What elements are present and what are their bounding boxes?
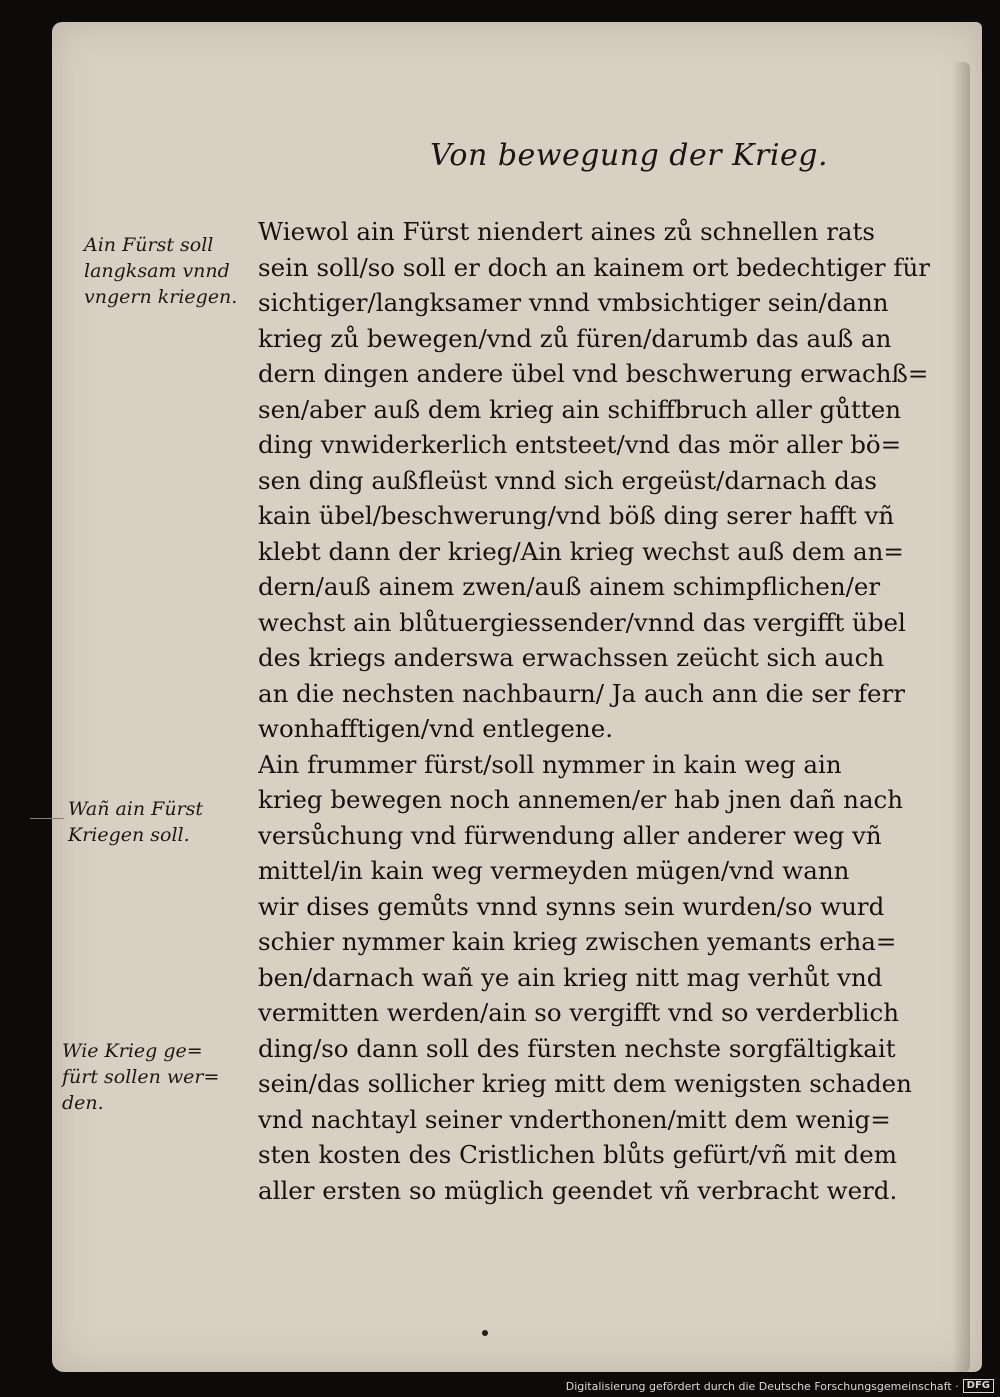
margin-note-line: vngern kriegen. — [84, 286, 238, 308]
margin-note-1 — [84, 232, 237, 310]
text-line: des kriegs anderswa erwachssen zeücht sich auch — [258, 643, 885, 672]
text-line: sichtiger/langksamer vnnd vmbsichtiger sein/dann — [258, 288, 889, 317]
text-line: sein/das sollicher krieg mitt dem wenigsten schaden — [258, 1069, 912, 1098]
text-line: wechst ain blůtuergiessender/vnnd das vergifft übel — [258, 607, 906, 637]
text-line: ding vnwiderkerlich entsteet/vnd das mör aller bö= — [258, 430, 902, 459]
text-line: klebt dann der krieg/Ain krieg wechst auß dem an= — [258, 536, 904, 566]
text-line: sein soll/so soll er doch an kainem ort bedechtiger für — [258, 252, 930, 282]
text-line: krieg zů bewegen/vnd zů füren/darumb das auß an — [258, 323, 892, 353]
margin-note-line: Ain Fürst soll — [84, 234, 214, 256]
text-line: Wiewol ain Fürst niendert aines zů schnellen rats — [258, 217, 875, 246]
paragraph-2 — [258, 747, 948, 1209]
text-line: vermitten werden/ain so vergifft vnd so verderblich — [258, 998, 900, 1027]
text-line: kain übel/beschwerung/vnd böß ding serer hafft vñ — [258, 501, 895, 530]
page-header-title: Von bewegung der Krieg. — [430, 138, 828, 173]
margin-rule — [30, 818, 64, 819]
text-line: schier nymmer kain krieg zwischen yemants erha= — [258, 927, 897, 956]
text-line: wir dises gemůts vnnd synns sein wurden/so wurd — [258, 891, 885, 921]
margin-note-line: langksam vnnd — [84, 260, 230, 282]
text-line: sen/aber auß dem krieg ain schiffbruch aller gůtten — [258, 394, 901, 424]
text-line: dern dingen andere übel vnd beschwerung erwachß= — [258, 359, 929, 388]
text-line: Ain frummer fürst/soll nymmer in kain weg ain — [258, 749, 842, 779]
main-text-block — [258, 214, 948, 1208]
footer-credit — [566, 1379, 994, 1393]
dfg-logo-icon: DFG — [963, 1379, 994, 1393]
margin-note-line: Wie Krieg ge= — [62, 1040, 203, 1062]
text-line: ding/so dann soll des fürsten nechste sorgfältigkait — [258, 1033, 896, 1063]
margin-note-line: fürt sollen wer= — [62, 1066, 220, 1088]
paragraph-1 — [258, 214, 948, 747]
text-line: an die nechsten nachbaurn/ Ja auch ann die ser ferr — [258, 678, 905, 708]
margin-note-3 — [62, 1038, 219, 1116]
footer-text: Digitalisierung gefördert durch die Deutsche Forschungsgemeinschaft · — [565, 1379, 959, 1393]
text-line: sen ding außfleüst vnnd sich ergeüst/darnach das — [258, 465, 877, 495]
text-line: aller ersten so müglich geendet vñ verbracht werd. — [258, 1175, 898, 1205]
text-line: mittel/in kain weg vermeyden mügen/vnd wann — [258, 856, 850, 885]
margin-note-line: Wañ ain Fürst — [68, 798, 204, 820]
text-line: versůchung vnd fürwendung aller anderer weg vñ — [258, 820, 882, 850]
text-line: dern/auß ainem zwen/auß ainem schimpflichen/er — [258, 572, 881, 601]
margin-note-line: Kriegen soll. — [68, 824, 190, 846]
text-line: ben/darnach wañ ye ain krieg nitt mag verhůt vnd — [258, 962, 883, 992]
text-line: vnd nachtayl seiner vnderthonen/mitt dem wenig= — [258, 1104, 891, 1134]
margin-note-2 — [68, 796, 203, 848]
text-line: sten kosten des Cristlichen blůts gefürt/vñ mit dem — [258, 1140, 897, 1169]
page-mark-dot — [482, 1330, 488, 1336]
margin-note-line: den. — [62, 1092, 104, 1114]
page-edge-shadow — [952, 62, 970, 1372]
text-line: krieg bewegen noch annemen/er hab jnen dañ nach — [258, 785, 904, 814]
text-line: wonhafftigen/vnd entlegene. — [258, 714, 613, 743]
